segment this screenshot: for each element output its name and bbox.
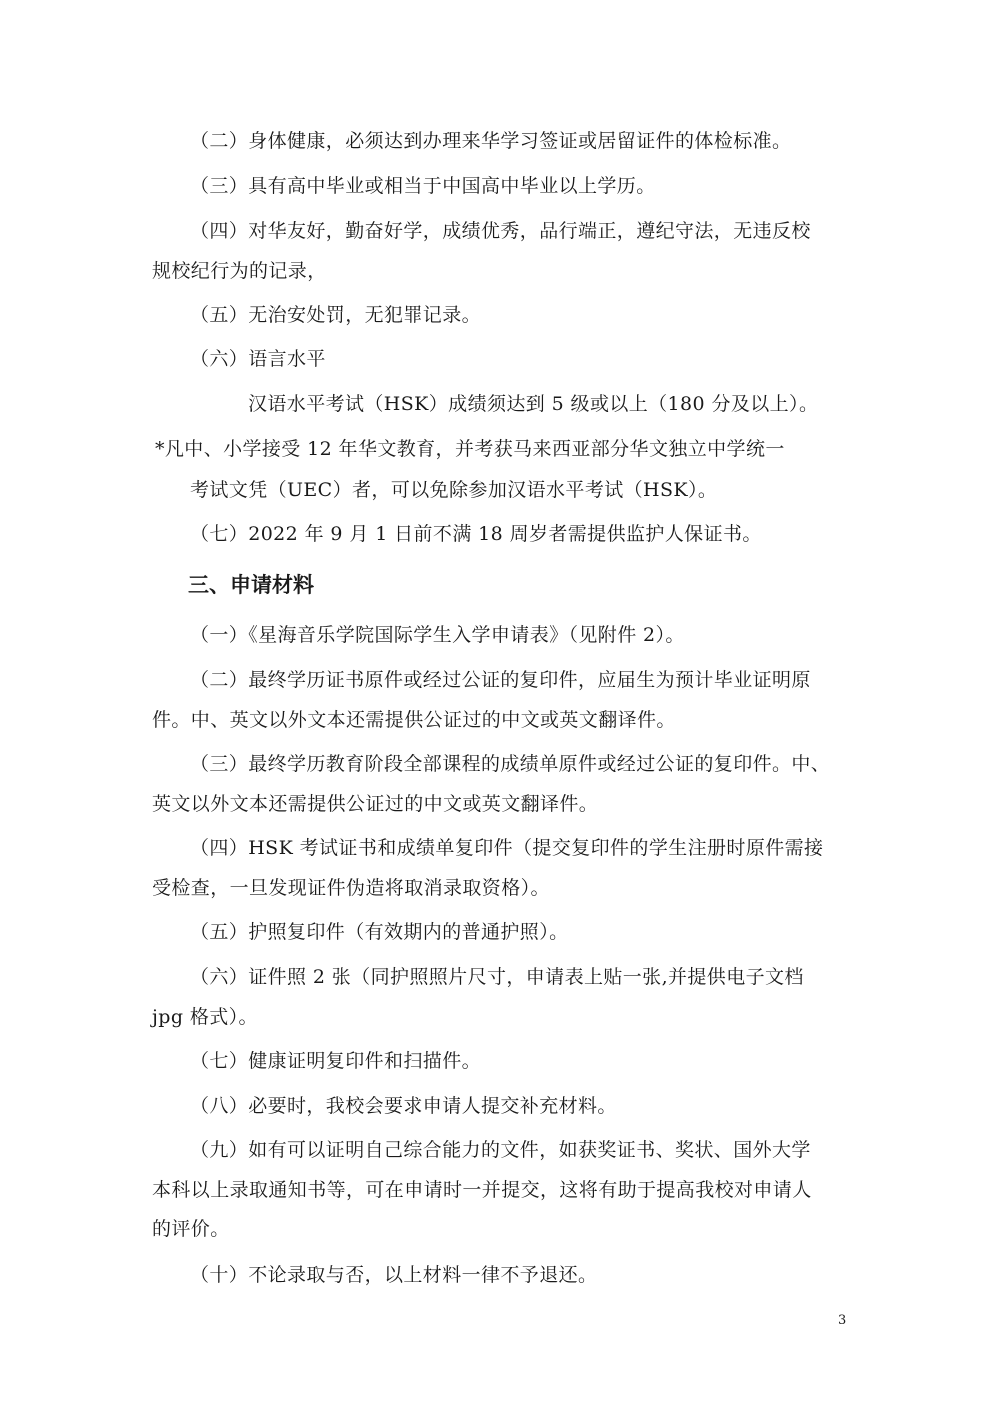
qualification-note-line-1: *凡中、小学接受 12 年华文教育，并考获马来西亚部分华文独立中学统一	[155, 438, 785, 460]
material-item-1: （一）《星海音乐学院国际学生入学申请表》（见附件 2）。	[190, 624, 685, 646]
material-item-9-line-2: 本科以上录取通知书等，可在申请时一并提交，这将有助于提高我校对申请人	[152, 1179, 812, 1201]
page-number: 3	[838, 1313, 847, 1328]
material-item-3-line-2: 英文以外文本还需提供公证过的中文或英文翻译件。	[152, 793, 599, 815]
material-item-6-line-2: jpg 格式）。	[152, 1006, 258, 1028]
qualification-item-5: （五）无治安处罚，无犯罪记录。	[190, 304, 482, 326]
material-item-8: （八）必要时，我校会要求申请人提交补充材料。	[190, 1095, 617, 1117]
material-item-10: （十）不论录取与否，以上材料一律不予退还。	[190, 1264, 598, 1286]
material-item-7: （七）健康证明复印件和扫描件。	[190, 1050, 482, 1072]
section-heading: 三、申请材料	[188, 573, 314, 597]
material-item-9-line-3: 的评价。	[152, 1218, 230, 1240]
material-item-6-line-1: （六）证件照 2 张（同护照照片尺寸，申请表上贴一张,并提供电子文档	[190, 966, 804, 988]
material-item-2-line-2: 件。中、英文以外文本还需提供公证过的中文或英文翻译件。	[152, 709, 676, 731]
material-item-3-line-1: （三）最终学历教育阶段全部课程的成绩单原件或经过公证的复印件。中、	[190, 753, 831, 775]
qualification-item-6: （六）语言水平	[190, 348, 326, 370]
qualification-item-7: （七）2022 年 9 月 1 日前不满 18 周岁者需提供监护人保证书。	[190, 523, 762, 545]
qualification-item-4-line-1: （四）对华友好，勤奋好学，成绩优秀，品行端正，遵纪守法，无违反校	[190, 220, 811, 242]
qualification-note-line-2: 考试文凭（UEC）者，可以免除参加汉语水平考试（HSK）。	[190, 479, 718, 501]
material-item-2-line-1: （二）最终学历证书原件或经过公证的复印件，应届生为预计毕业证明原	[190, 669, 811, 691]
qualification-item-2: （二）身体健康，必须达到办理来华学习签证或居留证件的体检标准。	[190, 130, 792, 152]
qualification-item-6-detail: 汉语水平考试（HSK）成绩须达到 5 级或以上（180 分及以上）。	[248, 393, 819, 415]
material-item-5: （五）护照复印件（有效期内的普通护照）。	[190, 921, 569, 943]
qualification-item-3: （三）具有高中毕业或相当于中国高中毕业以上学历。	[190, 175, 656, 197]
qualification-item-4-line-2: 规校纪行为的记录，	[152, 260, 327, 282]
material-item-4-line-1: （四）HSK 考试证书和成绩单复印件（提交复印件的学生注册时原件需接	[190, 837, 824, 859]
material-item-9-line-1: （九）如有可以证明自己综合能力的文件，如获奖证书、奖状、国外大学	[190, 1139, 811, 1161]
material-item-4-line-2: 受检查，一旦发现证件伪造将取消录取资格）。	[152, 877, 550, 899]
